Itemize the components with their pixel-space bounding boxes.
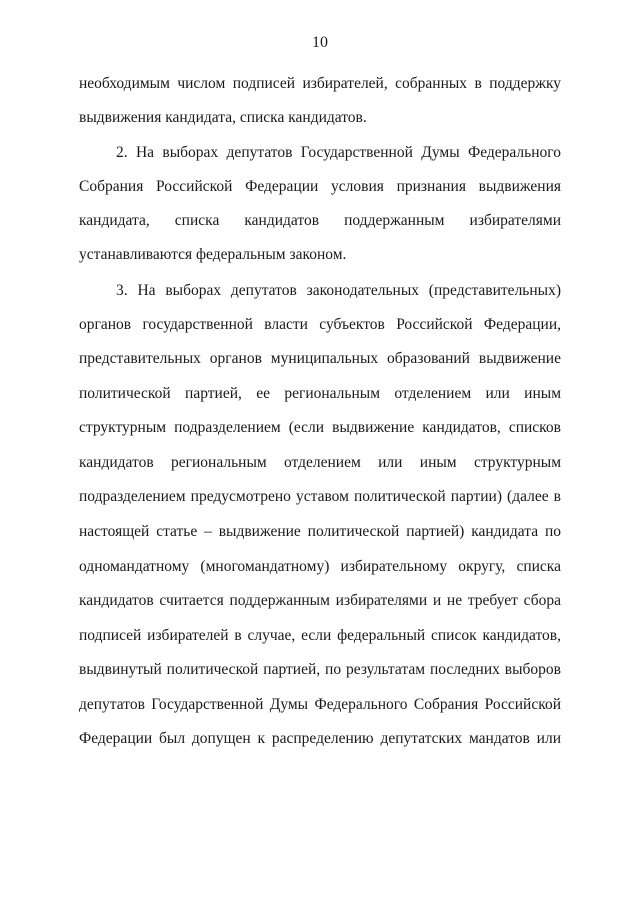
- text-line: необходимым числом подписей избирателей, собранных в поддержку: [79, 75, 561, 92]
- text-line: органов государственной власти субъектов Российской Федерации,: [79, 316, 561, 333]
- text-line: кандидатов региональным отделением или иным структурным: [79, 454, 561, 471]
- paragraph-3-start: 3. На выборах депутатов законодательных (представительных): [116, 282, 561, 299]
- text-line: Собрания Российской Федерации условия признания выдвижения: [79, 178, 561, 195]
- text-line: кандидатов считается поддержанным избирателями и не требует сбора: [79, 592, 561, 609]
- text-line: подразделением предусмотрено уставом политической партии) (далее в: [79, 488, 561, 505]
- text-line: Федерации был допущен к распределению депутатских мандатов или: [79, 730, 561, 747]
- text-line: кандидата, списка кандидатов поддержанным избирателями: [79, 212, 561, 229]
- text-line: устанавливаются федеральным законом.: [79, 246, 347, 263]
- text-line: структурным подразделением (если выдвижение кандидатов, списков: [79, 419, 561, 436]
- text-line: подписей избирателей в случае, если федеральный список кандидатов,: [79, 627, 561, 644]
- text-line: выдвинутый политической партией, по результатам последних выборов: [79, 661, 561, 678]
- paragraph-2-start: 2. На выборах депутатов Государственной Думы Федерального: [116, 144, 561, 161]
- text-line: политической партией, ее региональным отделением или иным: [79, 385, 561, 402]
- text-line: депутатов Государственной Думы Федерального Собрания Российской: [79, 696, 561, 713]
- text-line: представительных органов муниципальных образований выдвижение: [79, 350, 561, 367]
- text-line: настоящей статье – выдвижение политической партией) кандидата по: [79, 523, 561, 540]
- page-number: 10: [312, 34, 328, 51]
- text-line: выдвижения кандидата, списка кандидатов.: [79, 109, 367, 126]
- text-line: одномандатному (многомандатному) избирательному округу, списка: [79, 558, 561, 575]
